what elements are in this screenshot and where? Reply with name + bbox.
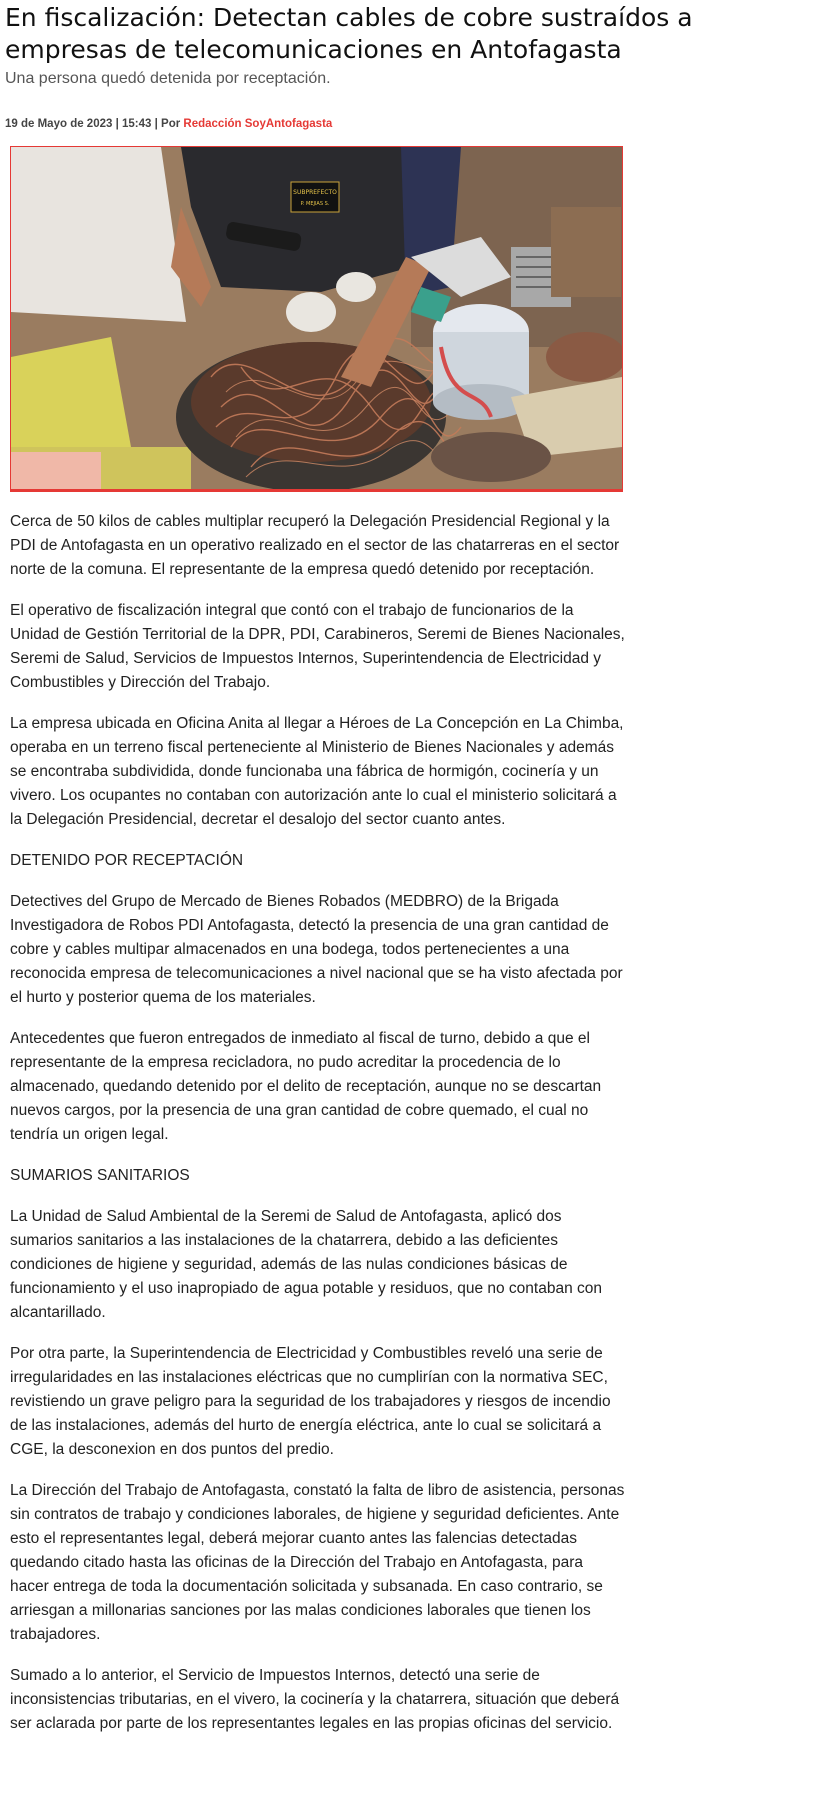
article-photo [10,146,623,492]
article-subtitle: Una persona quedó detenida por receptación. [5,70,331,87]
article-photo-image [11,147,622,489]
article-paragraph: Por otra parte, la Superintendencia de Electricidad y Combustibles reveló una serie de irregularidades en las instalaciones eléctricas que no cumplirían con la normativa SEC, revistiendo un grave peligro para la seguridad de los trabajadores y riesgos de incendio de las instalaciones, además del hurto de energía eléctrica, ante lo cual se solicitará a CGE, la desconexion en dos puntos del predio. [10,1345,611,1458]
article-paragraph: La Dirección del Trabajo de Antofagasta, constató la falta de libro de asistencia, personas sin contratos de trabajo y condiciones laborales, de higiene y seguridad deficientes. Ante esto el representantes legal, deberá mejorar cuanto antes las falencias detectadas quedando citado hasta las oficinas de la Dirección del Trabajo en Antofagasta, para hacer entrega de toda la documentación solicitada y subsanada. En caso contrario, se arriesgan a millonarias sanciones por las malas condiciones laborales que tienen los trabajadores. [10,1482,625,1643]
article-body [10,510,625,1753]
vest-badge-text: SUBPREFECTO [293,189,337,196]
section-heading: SUMARIOS SANITARIOS [10,1167,190,1184]
article-meta [5,116,332,132]
article-paragraph: La Unidad de Salud Ambiental de la Seremi de Salud de Antofagasta, aplicó dos sumarios sanitarios a las instalaciones de la chatarrera, debido a las deficientes condiciones de higiene y seguridad, además de las nulas condiciones básicas de funcionamiento y el uso inapropiado de agua potable y residuos, que no contaban con alcantarillado. [10,1208,603,1321]
article-paragraph: Sumado a lo anterior, el Servicio de Impuestos Internos, detectó una serie de inconsistencias tributarias, en el vivero, la cocinería y la chatarrera, situación que deberá ser aclarada por parte de los representantes legales en las propias oficinas del servicio. [10,1667,620,1732]
article-paragraph: Cerca de 50 kilos de cables multiplar recuperó la Delegación Presidencial Regional y la PDI de Antofagasta en un operativo realizado en el sector de las chatarreras en el sector norte de la comuna. El representante de la empresa quedó detenido por receptación. [10,513,620,578]
section-heading: DETENIDO POR RECEPTACIÓN [10,852,244,869]
svg-text:P. MEJIAS S.: P. MEJIAS S. [300,201,330,207]
article-paragraph: Detectives del Grupo de Mercado de Bienes Robados (MEDBRO) de la Brigada Investigadora de Robos PDI Antofagasta, detectó la presencia de una gran cantidad de cobre y cables multipar almacenados en una bodega, todos pertenecientes a una reconocida empresa de telecomunicaciones a nivel nacional que se ha visto afectada por el hurto y posterior quema de los materiales. [10,893,623,1006]
article-title: En fiscalización: Detectan cables de cobre sustraídos a empresas de telecomunicaciones en Antofagasta [5,3,693,64]
article-paragraph: El operativo de fiscalización integral que contó con el trabajo de funcionarios de la Unidad de Gestión Territorial de la DPR, PDI, Carabineros, Seremi de Bienes Nacionales, Seremi de Salud, Servicios de Impuestos Internos, Superintendencia de Electricidad y Combustibles y Dirección del Trabajo. [10,602,625,691]
author-link[interactable]: Redacción SoyAntofagasta [183,118,333,130]
article-paragraph: La empresa ubicada en Oficina Anita al llegar a Héroes de La Concepción en La Chimba, operaba en un terreno fiscal perteneciente al Ministerio de Bienes Nacionales y además se encontraba subdividida, donde funcionaba una fábrica de hormigón, cocinería y un vivero. Los ocupantes no contaban con autorización ante lo cual el ministerio solicitará a la Delegación Presidencial, decretar el desalojo del sector cuanto antes. [10,715,624,828]
article-date: 19 de Mayo de 2023 | 15:43 | Por [5,118,181,130]
article-paragraph: Antecedentes que fueron entregados de inmediato al fiscal de turno, debido a que el representante de la empresa recicladora, no pudo acreditar la procedencia de lo almacenado, quedando detenido por el delito de receptación, aunque no se descartan nuevos cargos, por la presencia de una gran cantidad de cobre quemado, el cual no tendría un origen legal. [10,1030,602,1143]
